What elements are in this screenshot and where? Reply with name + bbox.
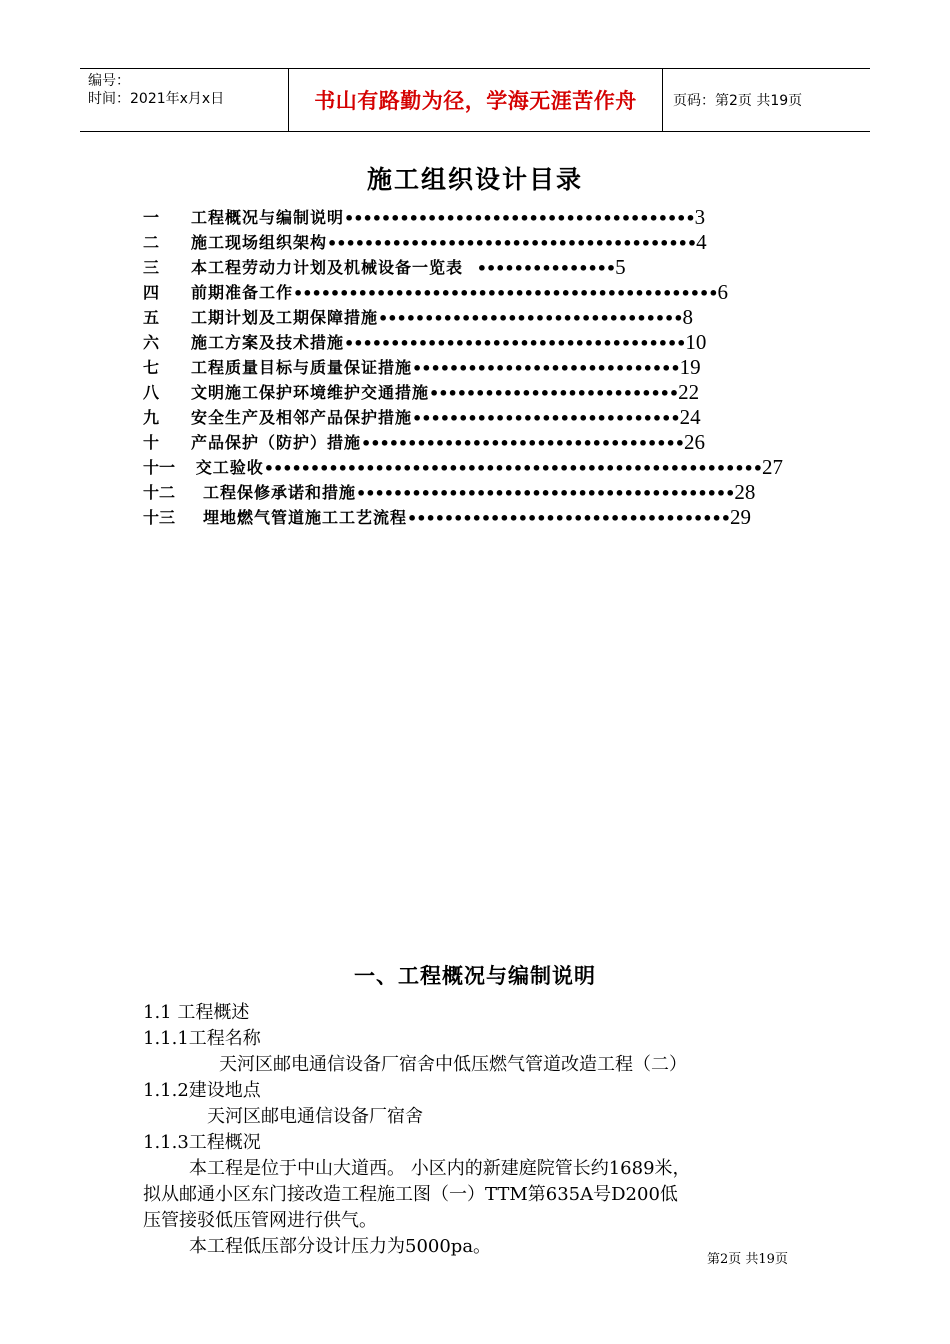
header-motto: 书山有路勤为径，学海无涯苦作舟 xyxy=(289,69,663,131)
toc-leader: ••••••••••••••••••••••••••••••••• xyxy=(378,309,683,328)
header-page-info: 页码：第2页 共19页 xyxy=(673,93,803,109)
toc-row xyxy=(143,228,783,253)
header-meta xyxy=(80,69,289,131)
toc-leader: •••••••••••••••••••••••••••••••••••••••• xyxy=(327,234,697,253)
toc-text: 埋地燃气管道施工工艺流程 xyxy=(203,508,408,527)
toc-page: 24 xyxy=(679,405,701,428)
page-header xyxy=(80,68,870,132)
overview-line: 本工程是位于中山大道西。 小区内的新建庭院管长约1689米， xyxy=(189,1158,691,1179)
toc-row xyxy=(143,428,783,453)
toc-row xyxy=(143,403,783,428)
toc-text: 工期计划及工期保障措施 xyxy=(191,308,379,327)
toc-text: 工程概况与编制说明 xyxy=(191,208,345,227)
toc-row xyxy=(143,278,783,303)
toc-text: 施工现场组织架构 xyxy=(191,233,328,252)
toc-text: 前期准备工作 xyxy=(191,283,294,302)
toc-number: 八 xyxy=(143,383,160,402)
toc-page: 29 xyxy=(729,505,751,528)
toc-number: 三 xyxy=(143,258,160,277)
toc-page: 27 xyxy=(762,455,783,478)
toc-title: 施工组织设计目录 xyxy=(366,165,583,194)
toc-leader: ••••••••••••••••••••••••••••••••••••• xyxy=(344,334,686,353)
toc-leader: ••••••••••••••••••••••••••••••••••• xyxy=(361,434,684,453)
toc-row xyxy=(143,353,783,378)
section-title: 一、工程概况与编制说明 xyxy=(354,964,596,988)
toc-page: 5 xyxy=(615,255,626,278)
toc-leader: •••••••••••••••••••••••••••••••••••••••••••••••••••••• xyxy=(263,459,762,478)
toc-page: 26 xyxy=(683,430,705,453)
toc-leader: ••••••••••••••••••••••••••••• xyxy=(412,409,680,428)
toc-leader: ••••••••••••••••••••••••••••••••••••••••• xyxy=(356,484,735,503)
heading-1-1-1: 1.1.1工程名称 xyxy=(143,1028,261,1049)
toc-page: 8 xyxy=(682,305,693,328)
toc-page: 3 xyxy=(694,205,706,228)
toc-row xyxy=(143,203,783,228)
toc-number: 十二 xyxy=(143,483,176,502)
toc-text: 本工程劳动力计划及机械设备一览表 xyxy=(191,258,464,277)
toc-number: 九 xyxy=(143,408,160,427)
toc-page: 6 xyxy=(717,280,728,303)
heading-1-1: 1.1 工程概述 xyxy=(143,1002,250,1023)
section-body xyxy=(143,1000,823,1260)
toc-number: 一 xyxy=(143,208,160,227)
toc-number: 六 xyxy=(143,333,160,352)
toc-number: 四 xyxy=(143,283,160,302)
table-of-contents xyxy=(143,203,783,528)
design-pressure-line: 本工程低压部分设计压力为5000pa。 xyxy=(189,1236,492,1257)
toc-number: 二 xyxy=(143,233,160,252)
toc-text: 交工验收 xyxy=(195,458,264,477)
overview-line: 压管接驳低压管网进行供气。 xyxy=(143,1210,377,1231)
toc-page: 22 xyxy=(678,380,700,403)
page-footer: 第2页 共19页 xyxy=(707,1252,788,1267)
toc-number: 十 xyxy=(143,433,160,452)
toc-number: 十三 xyxy=(143,508,176,527)
time-label: 时间：2021年x月x日 xyxy=(88,91,225,107)
toc-leader: ••••••••••••••• xyxy=(463,259,616,278)
heading-1-1-2: 1.1.2建设地点 xyxy=(143,1080,261,1101)
toc-page: 19 xyxy=(679,355,701,378)
toc-leader: ••••••••••••••••••••••••••••••••••• xyxy=(407,509,730,528)
toc-row xyxy=(143,328,783,353)
toc-number: 十一 xyxy=(143,458,176,477)
toc-leader: •••••••••••••••••••••••••••••••••••••••••••••• xyxy=(293,284,718,303)
toc-row xyxy=(143,503,783,528)
toc-text: 施工方案及技术措施 xyxy=(191,333,345,352)
toc-text: 安全生产及相邻产品保护措施 xyxy=(191,408,413,427)
toc-text: 工程保修承诺和措施 xyxy=(203,483,357,502)
toc-page: 28 xyxy=(734,480,756,503)
toc-row xyxy=(143,378,783,403)
toc-row xyxy=(143,478,783,503)
toc-leader: ••••••••••••••••••••••••••••• xyxy=(412,359,680,378)
project-location: 天河区邮电通信设备厂宿舍 xyxy=(207,1106,423,1127)
heading-1-1-3: 1.1.3工程概况 xyxy=(143,1132,261,1153)
toc-leader: •••••••••••••••••••••••••••••••••••••• xyxy=(344,209,695,228)
number-label: 编号： xyxy=(88,73,130,89)
toc-number: 五 xyxy=(143,308,160,327)
toc-row xyxy=(143,453,783,478)
overview-line: 拟从邮通小区东门接改造工程施工图（一）TTM第635A号D200低 xyxy=(143,1184,678,1205)
toc-text: 工程质量目标与质量保证措施 xyxy=(191,358,413,377)
toc-text: 产品保护（防护）措施 xyxy=(191,433,362,452)
toc-page: 4 xyxy=(696,230,707,253)
toc-row xyxy=(143,303,783,328)
toc-page: 10 xyxy=(685,330,707,353)
toc-row xyxy=(143,253,783,278)
toc-text: 文明施工保护环境维护交通措施 xyxy=(191,383,430,402)
toc-leader: ••••••••••••••••••••••••••• xyxy=(429,384,679,403)
toc-number: 七 xyxy=(143,358,160,377)
project-name: 天河区邮电通信设备厂宿舍中低压燃气管道改造工程（二） xyxy=(219,1054,687,1075)
